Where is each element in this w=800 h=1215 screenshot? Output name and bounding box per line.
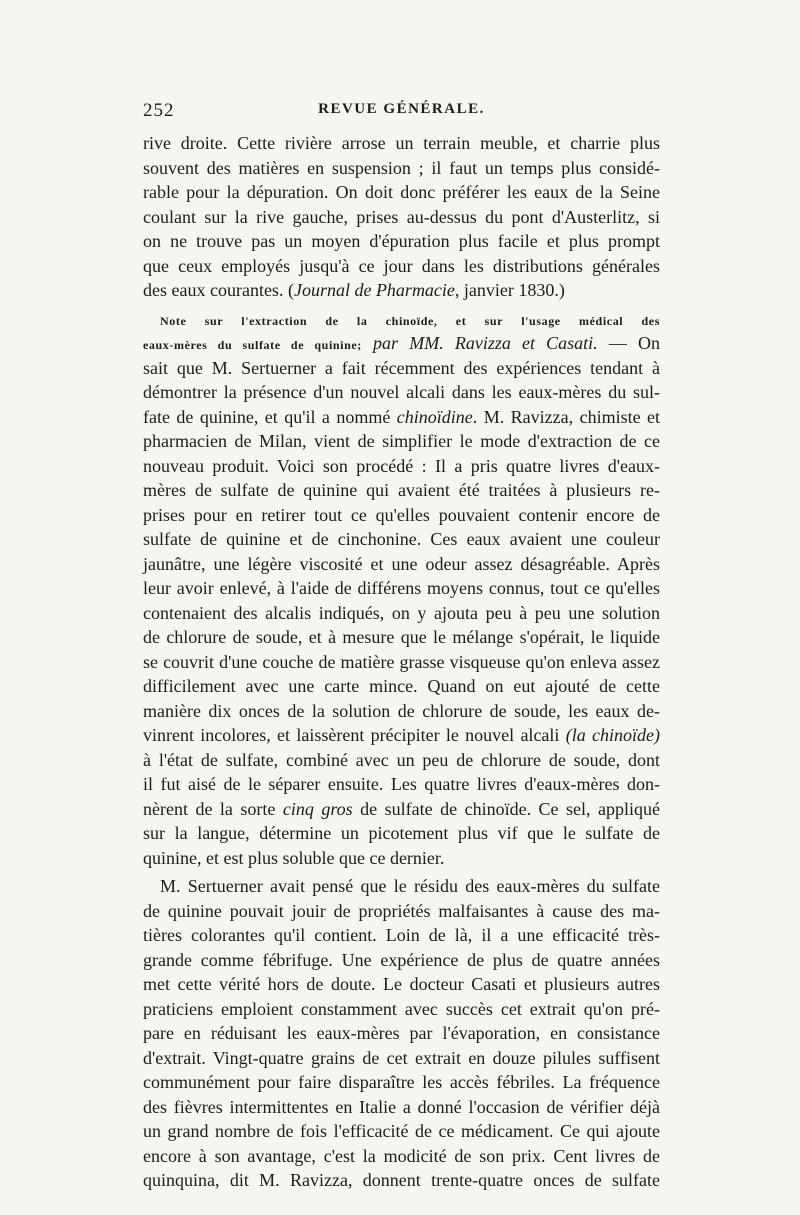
text-line: de quinine pouvait jouir de propriétés malfaisantes à cause des ma-: [143, 900, 660, 921]
text-line: [143, 331, 660, 356]
text-line: rable pour la dépuration. On doit donc préférer les eaux de la Seine: [143, 182, 660, 202]
text-fragment: nèrent de la sorte: [143, 798, 276, 819]
text-line: mères de sulfate de quinine qui avaient été traitées à plusieurs re-: [143, 480, 660, 500]
text-fragment: fate de quinine, et qu'il a nommé: [143, 406, 391, 427]
text-line: démontrer la présence d'un nouvel alcali dans les eaux-mères du sul-: [143, 382, 660, 402]
text-fragment: . M. Ravizza, chimiste et: [472, 406, 661, 427]
text-line: prises pour en retirer tout ce qu'elles pouvaient contenir encore de: [143, 504, 660, 525]
text-fragment: (: [287, 280, 294, 300]
text-line: que ceux employés jusqu'à ce jour dans les distributions générales: [143, 255, 660, 276]
text-line: manière dix onces de la solution de chlorure de soude, les eaux de-: [143, 700, 660, 721]
section-heading-line: [143, 307, 660, 332]
section-heading: Note sur l'extraction de la chinoïde, et sur l'usage médical des: [160, 313, 660, 328]
text-line: se couvrit d'une couche de matière grasse visqueuse qu'on enleva assez: [143, 651, 660, 672]
text-fragment: , janvier 1830.): [454, 280, 565, 300]
text-fragment: par: [361, 333, 410, 353]
text-line: à l'état de sulfate, combiné avec un peu de chlorure de soude, dont: [143, 749, 660, 770]
text-line: rive droite. Cette rivière arrose un terrain meuble, et charrie plus: [143, 133, 660, 153]
text-line: sur la langue, détermine un picotement plus vif que le sulfate de: [143, 823, 660, 843]
italic-term: chinoïdine: [396, 406, 473, 427]
text-line: quinquina, dit M. Ravizza, donnent trente-quatre onces de sulfate: [143, 1170, 660, 1190]
text-line: contenaient des alcalis indiqués, on y ajouta peu à peu une solution: [143, 602, 660, 623]
text-line: de chlorure de soude, et à mesure que le mélange s'opérait, le liquide: [143, 627, 660, 647]
text-line: sait que M. Sertuerner a fait récemment des expériences tendant à: [143, 357, 660, 378]
text-line: [143, 797, 660, 822]
text-line: [143, 405, 660, 430]
text-line: tières colorantes qu'il contient. Loin de là, il a une efficacité très-: [143, 925, 660, 945]
text-line: communément pour faire disparaître les accès fébriles. La fréquence: [143, 1072, 660, 1092]
text-line: praticiens emploient constamment avec succès cet extrait qu'on pré-: [143, 998, 660, 1019]
text-line: il fut aisé de le séparer ensuite. Les quatre livres d'eaux-mères don-: [143, 774, 660, 794]
text-fragment: — On: [597, 333, 660, 353]
body-text: [143, 131, 660, 1193]
text-line: encore à son avantage, c'est la modicité de son prix. Cent livres de: [143, 1145, 660, 1166]
text-line: M. Sertuerner avait pensé que le résidu des eaux-mères du sulfate: [160, 876, 660, 896]
text-line: on ne trouve pas un moyen d'épuration plus facile et plus prompt: [143, 231, 660, 251]
text-line: grande comme fébrifuge. Une expérience de plus de quatre années: [143, 949, 660, 970]
text-line: nouveau produit. Voici son procédé : Il a pris quatre livres d'eaux-: [143, 455, 660, 476]
text-fragment: vinrent incolores, et laissèrent précipiter le nouvel alcali: [143, 725, 560, 745]
text-line: [143, 723, 660, 748]
text-line: pharmacien de Milan, vient de simplifier le mode d'extraction de ce: [143, 431, 660, 451]
page-header: [143, 100, 660, 130]
text-line: jaunâtre, une légère viscosité et une odeur assez désagréable. Après: [143, 553, 660, 574]
text-line: sulfate de quinine et de cinchonine. Ces eaux avaient une couleur: [143, 529, 660, 549]
text-fragment: de sulfate de chinoïde. Ce sel, appliqué: [352, 798, 660, 819]
text-line: [143, 278, 660, 303]
italic-term: cinq gros: [282, 798, 353, 819]
running-title: REVUE GÉNÉRALE.: [318, 101, 485, 117]
text-line: un grand nombre de fois l'efficacité de ce médicament. Ce qui ajoute: [143, 1121, 660, 1141]
text-line: difficilement avec une carte mince. Quand on eut ajouté de cette: [143, 676, 660, 696]
text-line: souvent des matières en suspension ; il faut un temps plus considé-: [143, 157, 660, 178]
text-line: des fièvres intermittentes en Italie a donné l'occasion de vérifier déjà: [143, 1096, 660, 1117]
text-fragment: des eaux courantes.: [143, 280, 284, 300]
page-number: 252: [143, 100, 175, 121]
journal-citation: Journal de Pharmacie: [293, 280, 455, 300]
section-heading-continued: eaux-mères du sulfate de quinine;: [143, 338, 362, 352]
text-line: quinine, et est plus soluble que ce dernier.: [143, 847, 445, 868]
text-line: leur avoir enlevé, à l'aide de différens moyens connus, tout ce qu'elles: [143, 578, 660, 598]
text-line: pare en réduisant les eaux-mères par l'évaporation, en consistance: [143, 1023, 660, 1043]
authors: MM. Ravizza et Casati.: [409, 333, 598, 353]
text-line: met cette vérité hors de doute. Le docteur Casati et plusieurs autres: [143, 974, 660, 994]
text-line: coulant sur la rive gauche, prises au-dessus du pont d'Austerlitz, si: [143, 206, 660, 227]
text-line: d'extrait. Vingt-quatre grains de cet extrait en douze pilules suffisent: [143, 1047, 660, 1068]
italic-term: (la chinoïde): [565, 725, 660, 745]
